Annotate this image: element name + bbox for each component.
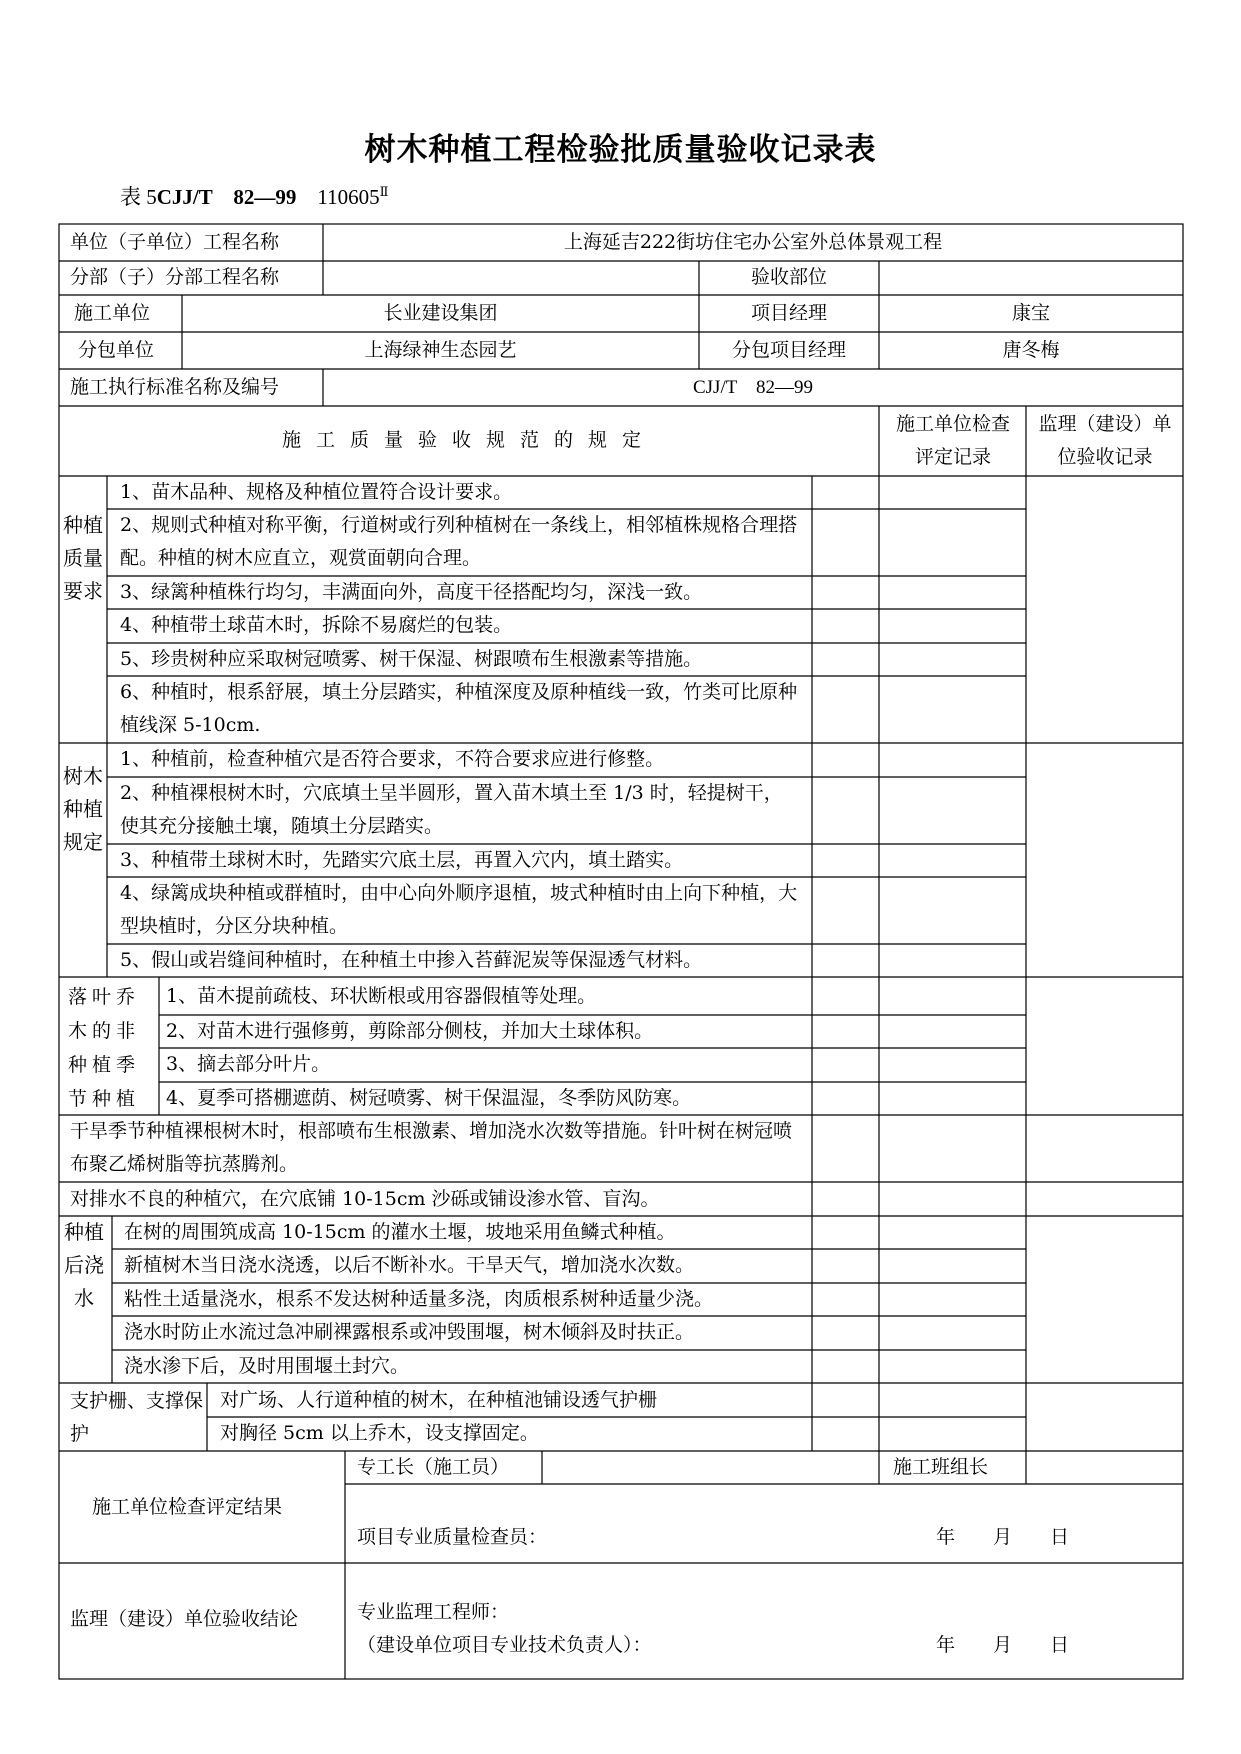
water-item: 新植树木当日浇水浇透，以后不断补水。干旱天气，增加浇水次数。: [124, 1254, 695, 1276]
branch-label: 分部（子）分部工程名称: [70, 266, 280, 288]
unit-value[interactable]: 上海延吉222街坊住宅办公室外总体景观工程: [563, 231, 943, 253]
acceptance-date[interactable]: 年 月 日: [936, 1634, 1070, 1656]
spec-column-header: 施工质量验收规范的规定: [281, 429, 656, 451]
offseason-item: 1、苗木提前疏枝、环状断根或用容器假植等处理。: [166, 985, 597, 1007]
supervisor-result-label: 监理（建设）单位验收结论: [70, 1608, 299, 1630]
document-title: 树木种植工程检验批质量验收记录表: [364, 132, 877, 168]
form-code-number: 110605: [317, 185, 380, 209]
rules-item: 5、假山或岩缝间种植时，在种植土中掺入苔藓泥炭等保湿透气材料。: [120, 949, 703, 971]
pm-label: 项目经理: [750, 302, 827, 324]
contractor-label: 施工单位: [74, 302, 151, 324]
support-item: 对广场、人行道种植的树木，在种植池铺设透气护栅: [220, 1389, 658, 1411]
water-item: 在树的周围筑成高 10-15cm 的灌水土堰，坡地采用鱼鳞式种植。: [124, 1221, 676, 1243]
rules-section-label: 树木种植规定: [63, 764, 103, 854]
inspector-label: 项目专业质量检查员：: [357, 1526, 548, 1548]
dry-season-item: 干旱季节种植裸根树木时，根部喷布生根激素、增加浇水次数等措施。针叶树在树冠喷布聚乙烯树脂等抗蒸腾剂。: [70, 1120, 793, 1175]
quality-item: 6、种植时，根系舒展，填土分层踏实，种植深度及原种植线一致，竹类可比原种植线深 5-10cm.: [120, 681, 798, 736]
form-code-standard: CJJ/T 82—99: [156, 185, 297, 209]
engineer-label: 专业监理工程师：: [357, 1601, 510, 1623]
offseason-section-label: 落叶乔木的非种植季节种植: [68, 986, 141, 1110]
std-value[interactable]: CJJ/T 82—99: [692, 377, 813, 398]
support-item: 对胸径 5cm 以上乔木，设支撑固定。: [220, 1422, 539, 1444]
inspection-date[interactable]: 年 月 日: [936, 1526, 1070, 1548]
unit-label: 单位（子单位）工程名称: [70, 231, 280, 253]
form-code-mark: Ⅱ: [379, 184, 389, 199]
water-item: 浇水渗下后，及时用围堰土封穴。: [124, 1355, 410, 1377]
sub-label: 分包单位: [78, 339, 155, 361]
rules-item: 3、种植带土球树木时，先踏实穴底土层，再置入穴内，填土踏实。: [120, 849, 684, 871]
sub-pm-label: 分包项目经理: [731, 339, 846, 361]
quality-item: 4、种植带土球苗木时，拆除不易腐烂的包装。: [120, 614, 513, 636]
offseason-item: 4、夏季可搭棚遮荫、树冠喷雾、树干保温湿，冬季防风防寒。: [166, 1087, 692, 1109]
form-code-prefix: 表 5: [120, 185, 157, 209]
rules-item: 4、绿篱成块种植或群植时，由中心向外顺序退植，坡式种植时由上向下种植，大型块植时，分区分块种植。: [120, 882, 798, 937]
quality-section-label: 种植质量要求: [63, 513, 103, 603]
check-column-header: 施工单位检查评定记录: [895, 413, 1010, 468]
pm-value[interactable]: 康宝: [1011, 302, 1050, 324]
accept-part-label: 验收部位: [750, 266, 827, 288]
quality-item: 2、规则式种植对称平衡，行道树或行列种植树在一条线上，相邻植株规格合理搭配。种植的树木应直立，观赏面朝向合理。: [120, 514, 798, 569]
accept-column-header: 监理（建设）单位验收记录: [1038, 413, 1172, 468]
offseason-item: 2、对苗木进行强修剪，剪除部分侧枝，并加大土球体积。: [166, 1020, 654, 1042]
owner-label: （建设单位项目专业技术负责人）：: [357, 1634, 652, 1656]
contractor-result-label: 施工单位检查评定结果: [92, 1496, 283, 1518]
contractor-value[interactable]: 长业建设集团: [383, 302, 498, 324]
rules-item: 2、种植裸根树木时，穴底填土呈半圆形，置入苗木填土至 1/3 时，轻提树干，使其充分接触土壤，随填土分层踏实。: [120, 782, 783, 837]
offseason-item: 3、摘去部分叶片。: [166, 1053, 331, 1075]
std-label: 施工执行标准名称及编号: [70, 376, 280, 398]
quality-item: 1、苗木品种、规格及种植位置符合设计要求。: [120, 481, 513, 503]
sub-value[interactable]: 上海绿神生态园艺: [364, 339, 517, 361]
water-item: 粘性土适量浇水，根系不发达树种适量多浇，肉质根系树种适量少浇。: [124, 1288, 714, 1310]
rules-item: 1、种植前，检查种植穴是否符合要求，不符合要求应进行修整。: [120, 748, 665, 770]
support-section-label: 支护栅、支撑保护: [70, 1390, 204, 1445]
team-leader-label: 施工班组长: [893, 1456, 989, 1478]
sub-pm-value[interactable]: 唐冬梅: [1002, 339, 1060, 361]
quality-item: 5、珍贵树种应采取树冠喷雾、树干保湿、树跟喷布生根激素等措施。: [120, 648, 703, 670]
quality-item: 3、绿篱种植株行均匀，丰满面向外，高度干径搭配均匀，深浅一致。: [120, 581, 703, 603]
drainage-item: 对排水不良的种植穴，在穴底铺 10-15cm 沙砾或铺设渗水管、盲沟。: [70, 1188, 660, 1210]
water-item: 浇水时防止水流过急冲刷裸露根系或冲毁围堰，树木倾斜及时扶正。: [124, 1321, 695, 1343]
foreman-label: 专工长（施工员）: [357, 1456, 510, 1478]
water-section-label: 种植后浇水: [64, 1220, 104, 1310]
